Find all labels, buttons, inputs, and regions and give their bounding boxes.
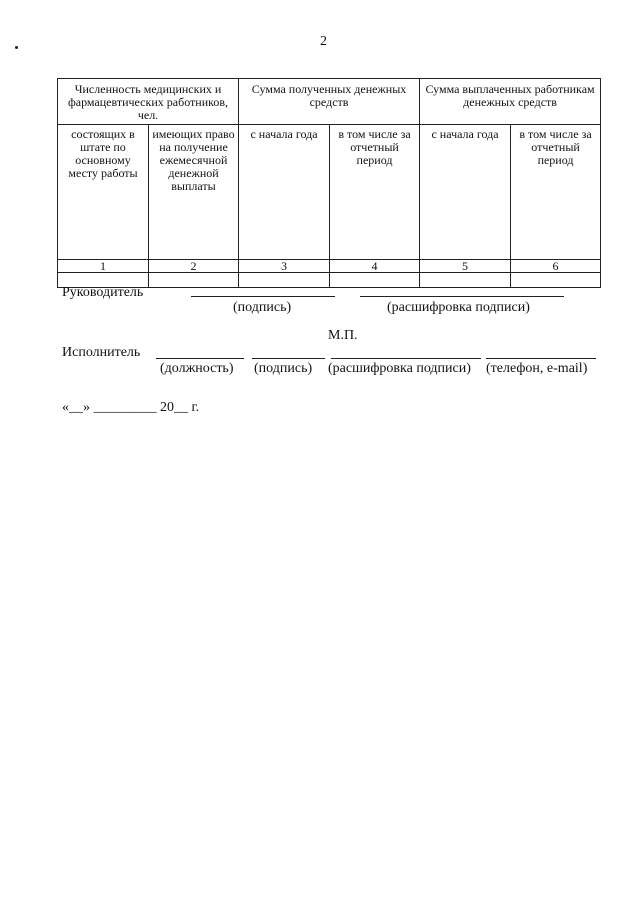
date-line	[62, 400, 199, 416]
header-funds-paid: Сумма выплаченных работникам денежных средств	[420, 79, 601, 125]
executor-position-line[interactable]	[156, 358, 244, 359]
executor-contact-line[interactable]	[486, 358, 596, 359]
subheader-received-period: в том числе за отчетный период	[330, 125, 420, 260]
executor-label: Исполнитель	[62, 345, 141, 360]
table-group-header-row	[58, 79, 601, 125]
date-day[interactable]: «__»	[62, 400, 90, 415]
header-funds-received: Сумма полученных денежных средств	[239, 79, 420, 125]
head-signature-caption: (подпись)	[233, 300, 292, 315]
column-number: 3	[239, 260, 330, 273]
page-number: 2	[320, 34, 327, 49]
stamp-place: М.П.	[328, 328, 358, 343]
executor-contact-caption: (телефон, e-mail)	[486, 361, 588, 376]
column-number: 2	[149, 260, 239, 273]
scan-dot	[15, 46, 18, 49]
column-number: 4	[330, 260, 420, 273]
column-number: 6	[511, 260, 601, 273]
subheader-on-staff: состоящих в штате по основному месту работы	[58, 125, 149, 260]
header-staff-count: Численность медицинских и фармацевтических работников, чел.	[58, 79, 239, 125]
table-subheader-row	[58, 125, 601, 260]
column-number: 1	[58, 260, 149, 273]
executor-signature-caption: (подпись)	[254, 361, 313, 376]
table-column-number-row	[58, 260, 601, 273]
table-cell[interactable]	[149, 273, 239, 288]
column-number: 5	[420, 260, 511, 273]
subheader-paid-ytd: с начала года	[420, 125, 511, 260]
table-cell[interactable]	[330, 273, 420, 288]
executor-decoding-caption: (расшифровка подписи)	[328, 361, 471, 376]
table-cell[interactable]	[239, 273, 330, 288]
subheader-paid-period: в том числе за отчетный период	[511, 125, 601, 260]
subheader-entitled: имеющих право на получение ежемесячной денежной выплаты	[149, 125, 239, 260]
table-cell[interactable]	[420, 273, 511, 288]
table-cell[interactable]	[511, 273, 601, 288]
date-year[interactable]: 20__ г.	[160, 400, 200, 415]
head-decoding-line[interactable]	[360, 296, 564, 297]
head-label: Руководитель	[62, 285, 144, 300]
head-decoding-caption: (расшифровка подписи)	[387, 300, 530, 315]
executor-decoding-line[interactable]	[331, 358, 481, 359]
report-table	[57, 78, 601, 288]
head-signature-line[interactable]	[191, 296, 335, 297]
executor-position-caption: (должность)	[160, 361, 234, 376]
subheader-received-ytd: с начала года	[239, 125, 330, 260]
executor-signature-line[interactable]	[252, 358, 325, 359]
date-month[interactable]: _________	[93, 400, 157, 415]
